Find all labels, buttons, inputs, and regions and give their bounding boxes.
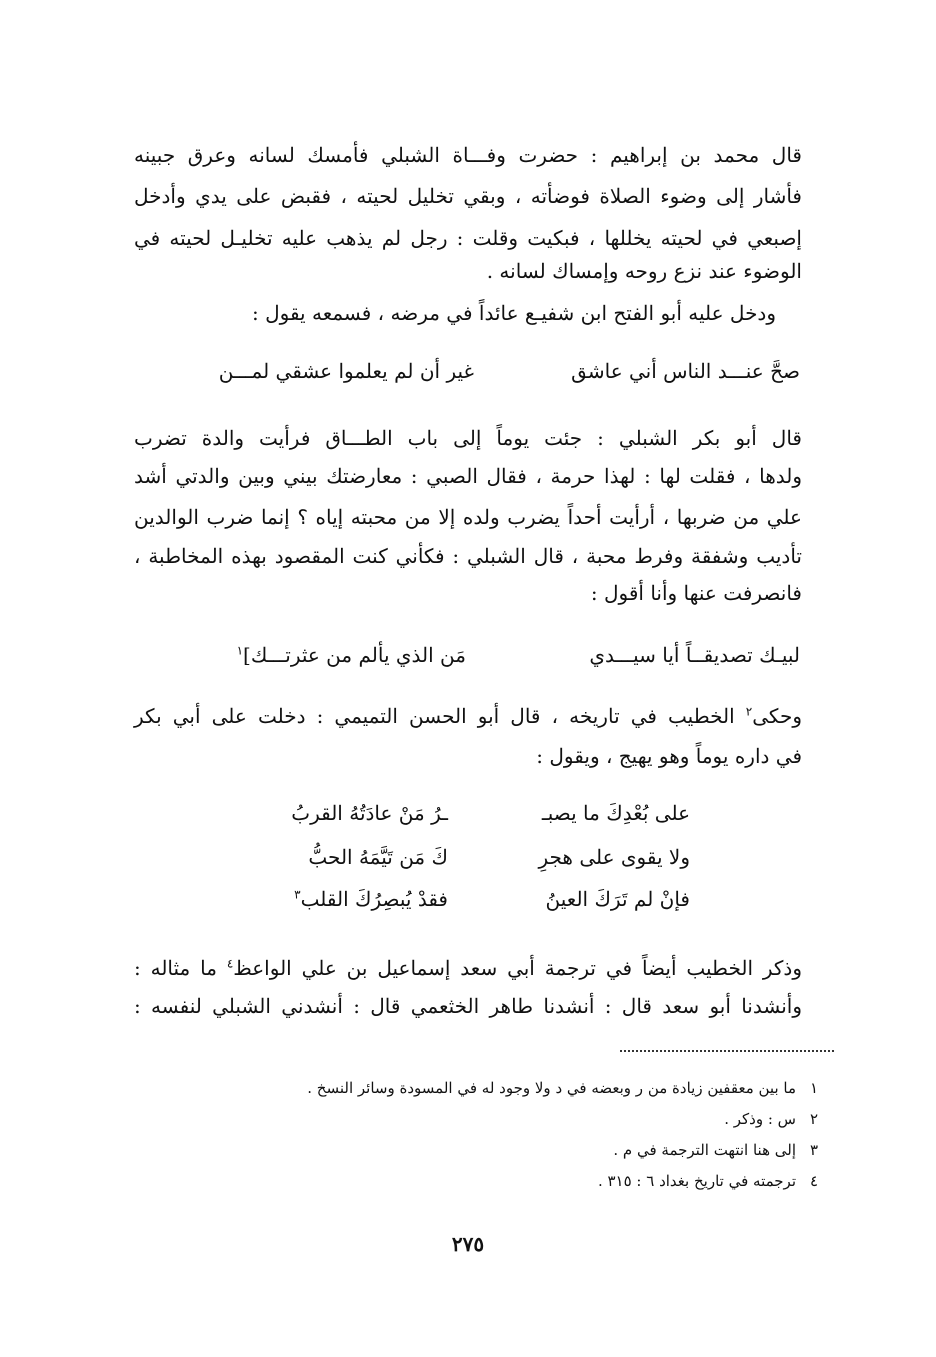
verse-second-hemistich: غير أن لم يعلموا عشقي لمـــن [218, 359, 474, 383]
text-line: قال أبو بكر الشبلي : جئت يوماً إلى باب الطـــاق فرأيت والدة تضرب [134, 426, 802, 450]
footnote-text: س : وذكر . [724, 1110, 796, 1128]
footnote-separator [620, 1050, 834, 1052]
footnote-marker: ٤ [226, 956, 234, 971]
text-line: تأديب وشفقة وفرط محبة ، قال الشبلي : فكأني كنت المقصود بهذه المخاطبة ، [134, 544, 802, 568]
footnote [724, 1108, 818, 1130]
footnote-text: ترجمته في تاريخ بغداد ٦ : ٣١٥ . [597, 1172, 796, 1190]
footnote-marker: ١ [236, 643, 244, 658]
text-segment: وذكر الخطيب أيضاً في ترجمة أبي سعد إسماعيل بن علي الواعظ [233, 956, 802, 980]
verse-text: فقدْ يُبصِرُكَ القلب [300, 887, 448, 911]
verse-second-hemistich: كَ مَن تَيَّمَهُ الحبُّ [308, 845, 448, 869]
text-line: فأشار إلى وضوء الصلاة فوضأته ، وبقي تخليل لحيته ، فقبض على يدي وأدخل [134, 184, 802, 208]
verse-first-hemistich: ولا يقوى على هجرِ [538, 845, 690, 869]
footnote [613, 1139, 818, 1161]
text-line [134, 701, 802, 731]
verse-text: مَن الذي يألم من عثرتـــك] [243, 643, 466, 667]
verse-first-hemistich: صحَّ عنـــد الناس أني عاشق [571, 359, 800, 383]
footnote-text: إلى هنا انتهت الترجمة في م . [613, 1141, 796, 1159]
page-number: ٢٧٥ [451, 1232, 485, 1256]
footnote-marker: ٣ [294, 887, 301, 902]
text-line: وأنشدنا أبو سعد قال : أنشدنا طاهر الخثعمي قال : أنشدني الشبلي لنفسه : [134, 994, 802, 1018]
text-segment: وحكى [752, 704, 802, 728]
text-line: في داره يوماً وهو يهيج ، ويقول : [536, 744, 802, 768]
verse-second-hemistich [294, 884, 448, 914]
text-line: فانصرفت عنها وأنا أقول : [590, 581, 802, 605]
verse-first-hemistich: على بُعْدِكَ ما يصبـ [541, 801, 690, 825]
verse-first-hemistich: فإنْ لم تَرَكَ العينُ [545, 887, 690, 911]
footnote-text: ما بين معقفين زيادة من ر وبعضه في د ولا وجود له في المسودة وسائر النسخ . [307, 1079, 796, 1097]
text-segment: الخطيب في تاريخه ، قال أبو الحسن التميمي : دخلت على أبي بكر [134, 704, 746, 728]
text-line: ولدها ، فقلت لها : لهذا حرمة ، فقال الصبي : معارضتك بيني وبين والدتي أشد [134, 464, 802, 488]
footnote-number: ٢ [809, 1110, 818, 1128]
text-line: إصبعي في لحيته يخللها ، فبكيت وقلت : رجل لم يذهب عليه تخليـل لحيته في [134, 226, 802, 250]
text-segment: ما مثاله : [134, 956, 227, 980]
verse-first-hemistich: لبيـك تصديقــاً أيا سيـــدي [589, 643, 800, 667]
text-line: علي من ضربها ، أرأيت أحداً يضرب ولده إلا من محبته إياه ؟ إنما ضرب الوالدين [134, 505, 802, 529]
footnote-number: ٣ [809, 1141, 818, 1159]
text-line: قال محمد بن إبراهيم : حضرت وفـــاة الشبلي فأمسك لسانه وعرق جبينه [134, 143, 802, 167]
verse-second-hemistich: ـرُ مَنْ عادَتُهُ القربُ [291, 801, 448, 825]
footnote-marker: ٢ [745, 704, 753, 719]
text-line [134, 953, 802, 983]
footnote-number: ١ [809, 1079, 818, 1097]
paragraph-visit: ودخل عليه أبو الفتح ابن شفيـع عائداً في مرضه ، فسمعه يقول : [251, 301, 776, 325]
footnote-number: ٤ [809, 1172, 818, 1190]
text-line: الوضوء عند نزع روحه وإمساك لسانه . [486, 259, 802, 283]
verse-second-hemistich [237, 640, 466, 670]
footnote [307, 1077, 818, 1099]
footnote [598, 1170, 818, 1192]
